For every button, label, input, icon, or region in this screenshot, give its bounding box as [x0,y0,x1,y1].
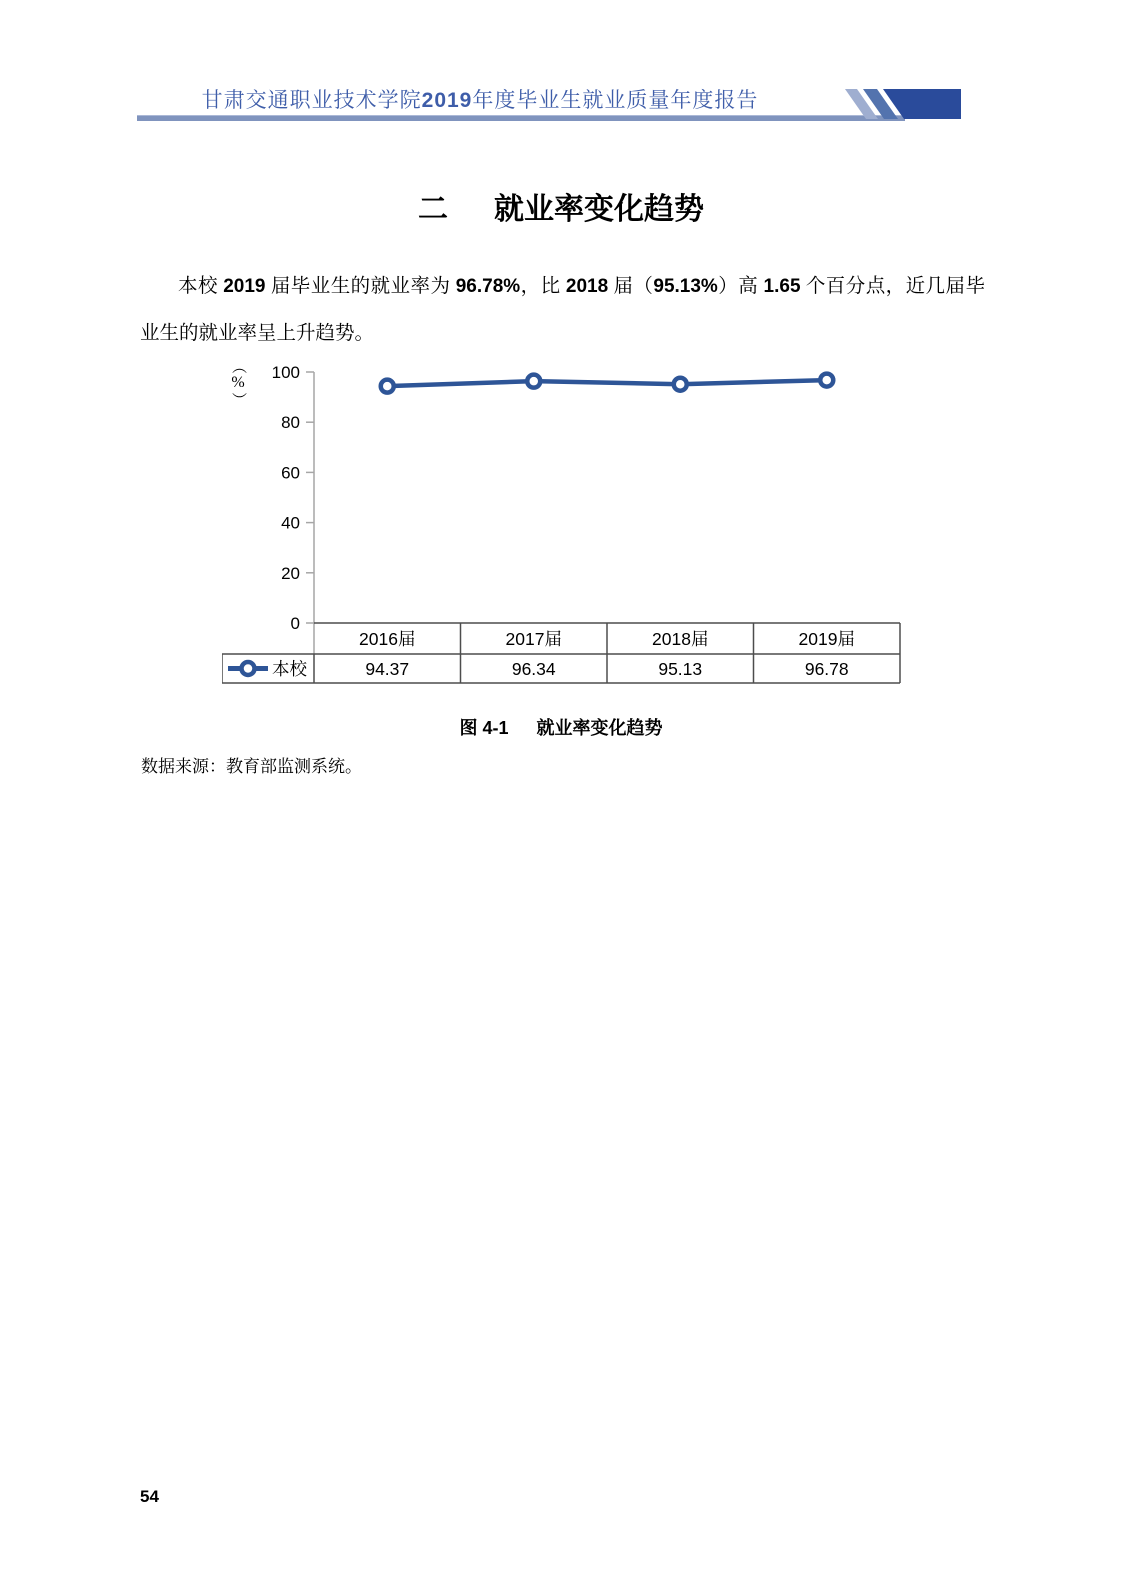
header-title-suffix: 年度毕业生就业质量年度报告 [472,88,759,112]
section-title [0,184,1122,228]
figure-caption [0,714,1122,740]
page-number: 54 [140,1487,159,1506]
employment-rate-chart [222,353,914,687]
para-seg: 届（ [608,275,654,297]
data-source-note: 数据来源：教育部监测系统。 [141,757,362,776]
header-rule [137,115,905,121]
para-seg-bold: 1.65 [763,275,801,297]
data-point-marker [820,374,833,387]
section-title-text: 就业率变化趋势 [494,193,704,226]
para-seg: ，比 [520,275,566,297]
category-label: 2018届 [652,629,709,649]
body-paragraph [140,263,985,357]
value-cell: 95.13 [658,659,703,679]
y-unit-percent: % [231,374,245,391]
category-label: 2017届 [505,629,562,649]
data-point-marker [674,378,687,391]
data-point-marker [381,380,394,393]
value-cell: 94.37 [365,659,410,679]
y-axis-tick-label: 40 [281,513,300,533]
y-axis-tick-label: 20 [281,563,300,583]
y-axis-tick-label: 0 [290,614,300,633]
section-number: 二 [418,193,448,226]
value-cell: 96.78 [804,659,849,679]
para-seg-bold: 96.78% [455,275,521,297]
para-seg: 本校 [178,275,224,297]
y-axis-tick-label: 60 [281,463,300,483]
chart-svg [222,353,914,687]
category-label: 2016届 [359,629,416,649]
para-seg-bold: 95.13% [653,275,718,297]
header-title-year: 2019 [421,89,473,112]
para-seg: 个百分点，近几届毕业生的就业率呈上升趋势。 [140,275,985,344]
value-cell: 96.34 [511,659,556,679]
para-seg: 届毕业生的就业率为 [265,275,456,297]
legend-marker-icon [242,662,255,675]
header-title-prefix: 甘肃交通职业技术学院 [201,88,422,112]
header-decoration [845,89,961,119]
para-seg: ）高 [717,275,764,297]
y-axis-tick-label: 100 [271,363,300,382]
para-seg-bold: 2018 [565,275,609,297]
y-unit-close-paren: ） [230,391,247,408]
figure-caption-title: 就业率变化趋势 [536,718,663,738]
category-label: 2019届 [798,629,855,649]
page-header-title [0,84,960,114]
figure-caption-label: 图 4-1 [459,718,509,738]
series-line [387,380,827,386]
para-seg-bold: 2019 [223,275,266,297]
y-axis-tick-label: 80 [281,413,300,433]
y-unit-open-paren: （ [230,358,247,375]
data-point-marker [527,375,540,388]
legend-series-name: 本校 [272,659,307,679]
